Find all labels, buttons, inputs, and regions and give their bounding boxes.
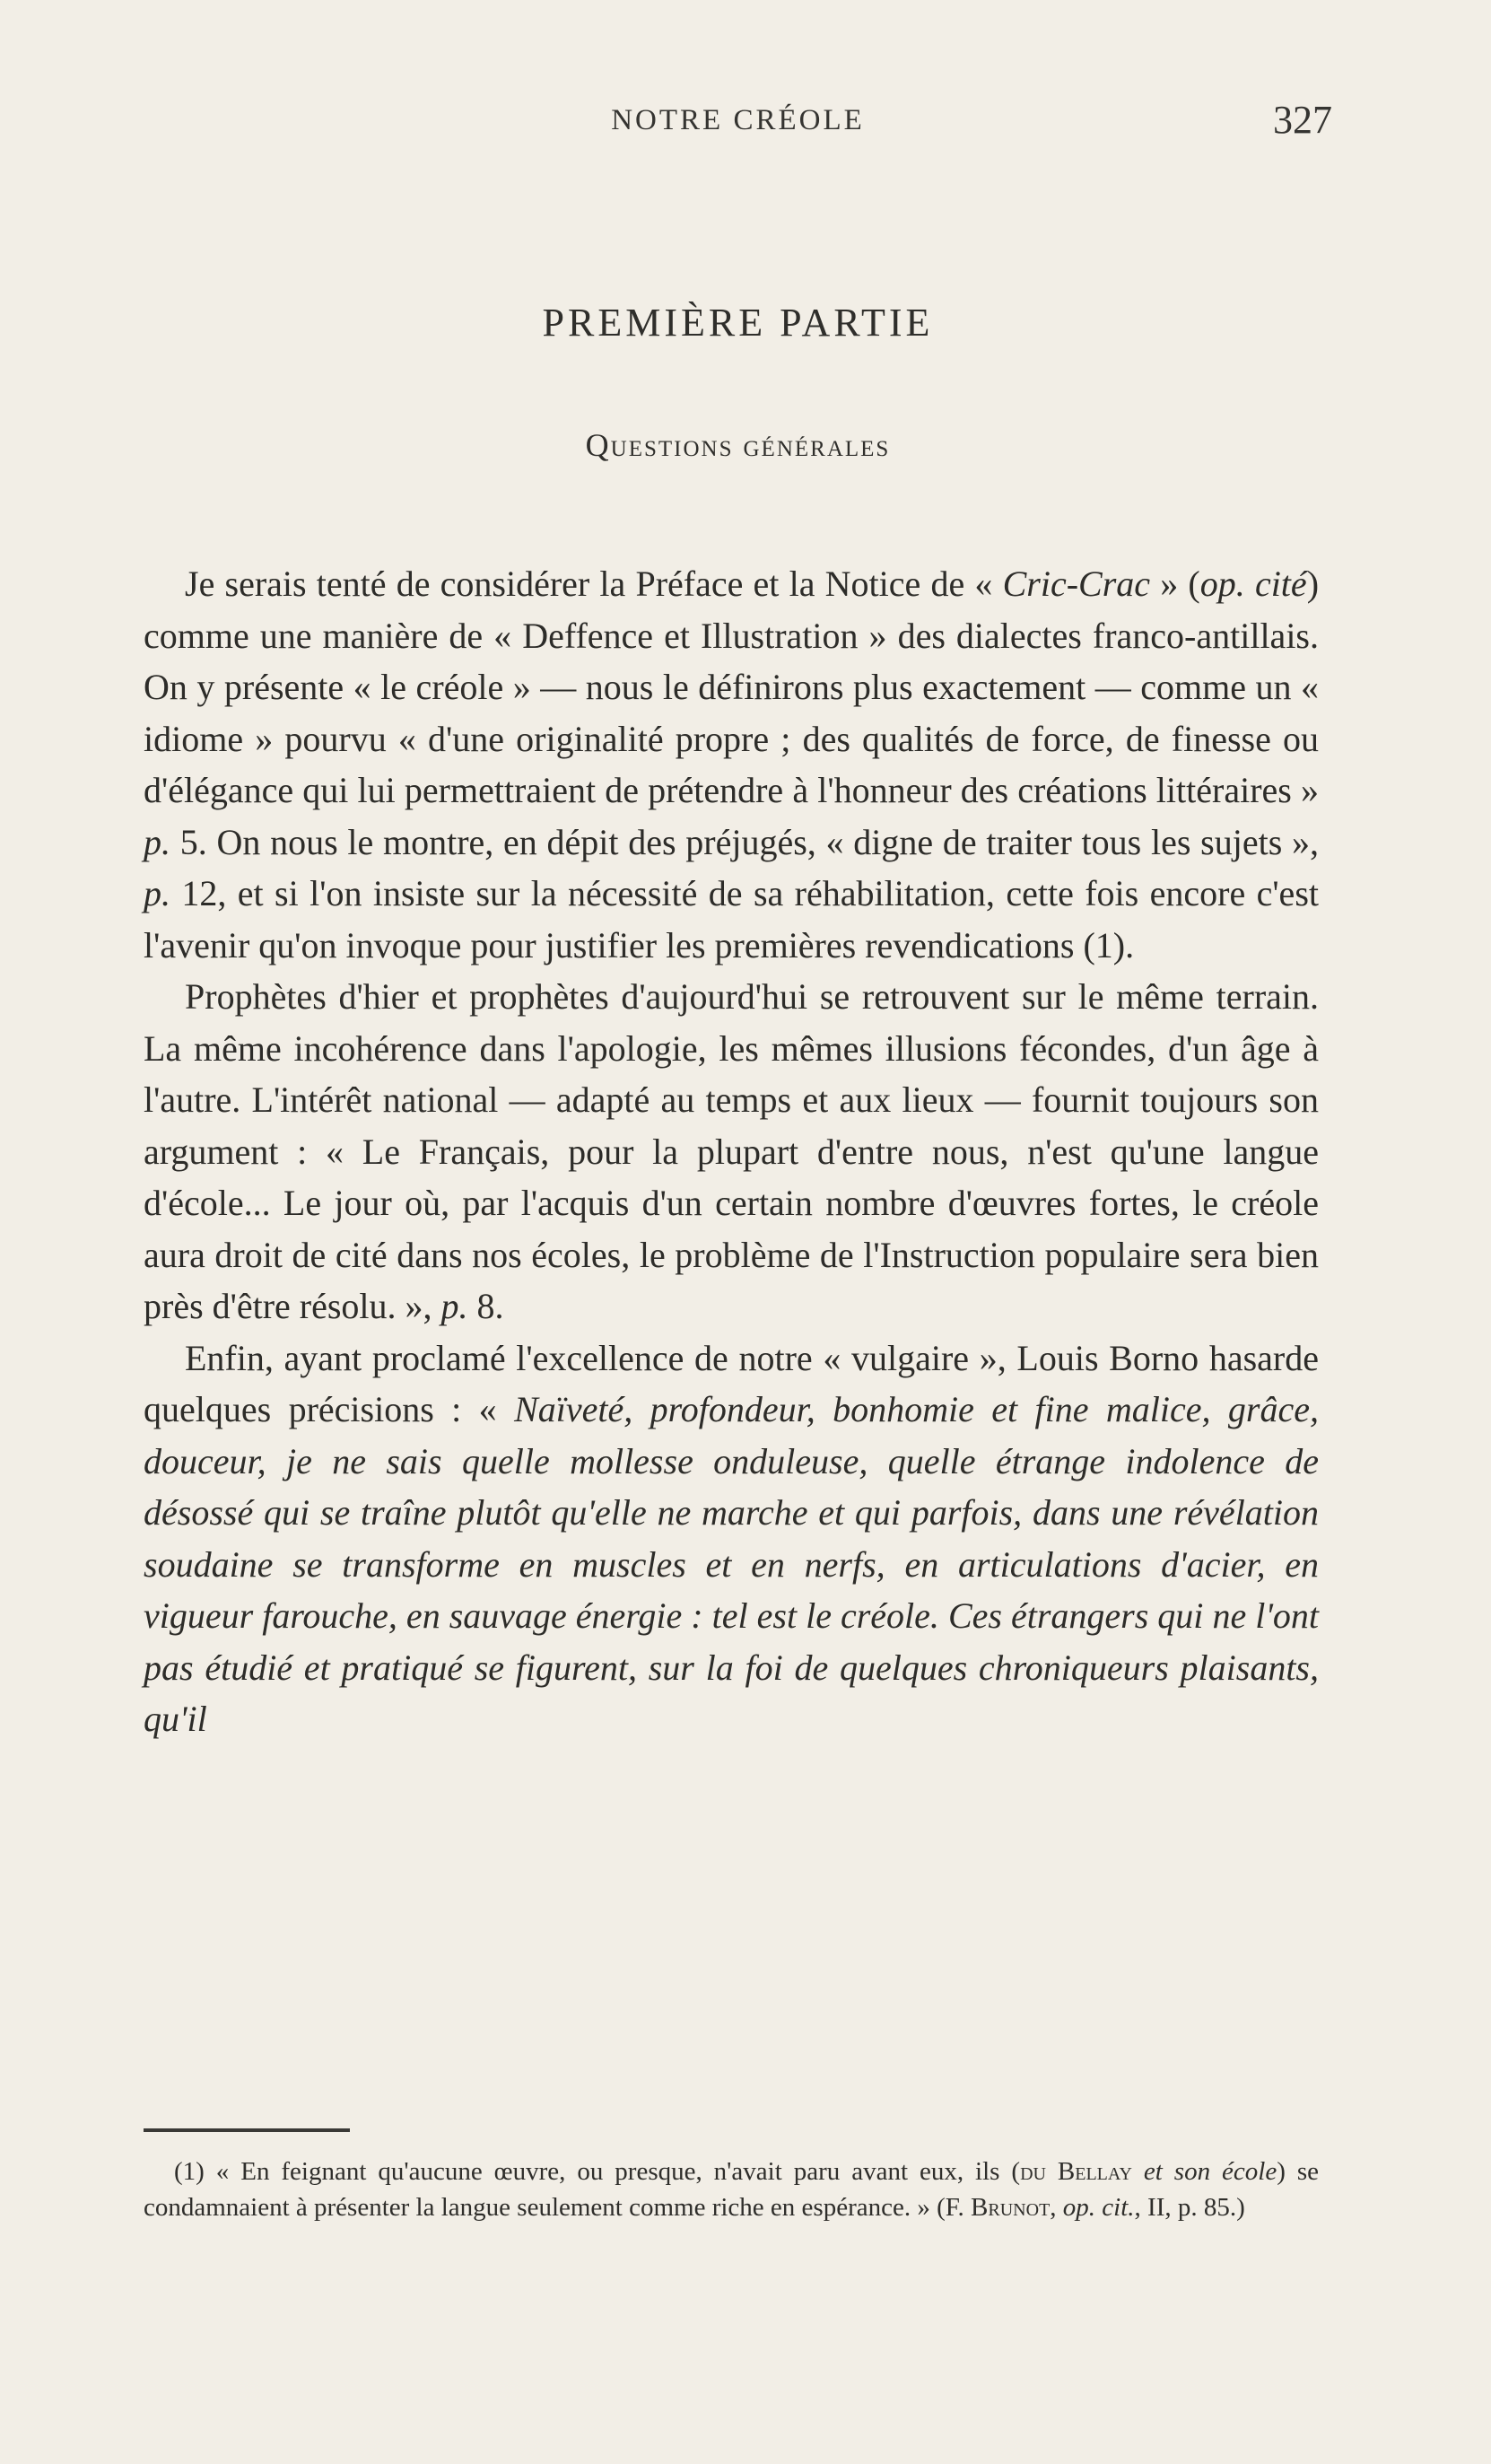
author-name: F. Brunot — [945, 2193, 1051, 2222]
body-text — [144, 558, 1319, 1745]
text-run: 12, et si l'on insiste sur la nécessité de sa réhabilitation, cette fois encore c'est l'avenir qu'on invoque pour justifier les premières revendications (1). — [144, 873, 1319, 966]
paragraph-1 — [144, 558, 1319, 971]
italic-run: et son école — [1143, 2157, 1277, 2186]
italic-run: p. — [144, 821, 170, 862]
text-run: 5. On nous le montre, en dépit des préjugés, « digne de traiter tous les sujets », — [170, 821, 1319, 862]
section-title: Questions générales — [585, 427, 891, 463]
page-number: 327 — [1273, 98, 1332, 142]
paragraph-2 — [144, 971, 1319, 1332]
running-head-title: NOTRE CRÉOLE — [611, 104, 865, 136]
text-run: , — [1050, 2193, 1063, 2222]
text-run: Je serais tenté de considérer la Préface et la Notice de « — [185, 564, 1003, 604]
text-run: , II, p. 85.) — [1134, 2193, 1245, 2222]
running-head — [144, 97, 1332, 151]
footnote-divider — [144, 2128, 350, 2132]
paragraph-3 — [144, 1332, 1319, 1745]
text-run — [1132, 2157, 1144, 2186]
part-title: PREMIÈRE PARTIE — [542, 301, 934, 345]
text-run: Enfin, ayant proclamé l'excellence de notre « vulgaire », Louis Borno hasarde quelques précisions : « — [144, 1337, 1319, 1429]
italic-run: p. — [144, 873, 170, 913]
text-run: 8. — [467, 1286, 504, 1326]
text-run: ) se condamnaient à présenter la langue seulement comme riche en espérance. » ( — [144, 2157, 1320, 2222]
italic-run: op. cité — [1199, 564, 1307, 604]
text-run: » ( — [1150, 564, 1200, 604]
italic-run: op. cit. — [1062, 2193, 1135, 2222]
text-run: (1) « En feignant qu'aucune œuvre, ou presque, n'avait paru avant eux, ils ( — [174, 2157, 1021, 2186]
italic-run: Naïveté, profondeur, bonhomie et fine malice, grâce, douceur, je ne sais quelle mollesse onduleuse, quelle étrange indolence de désossé qui se traîne plutôt qu'elle ne marche et qui parfois, dans une révélation soudaine se transforme en muscles et en nerfs, en articulations d'acier, en vigueur farouche, en sauvage énergie : tel est le créole. Ces étrangers qui ne l'ont pas étudié et pratiqué se figurent, sur la foi de quelques chroniqueurs plaisants, qu'il — [144, 1389, 1319, 1739]
text-run: ) comme une manière de « Deffence et Illustration » des dialectes franco-antillais. On y présente « le créole » — nous le définirons plus exactement — comme un « idiome » pourvu « d'une originalité propre ; des qualités de force, de finesse ou d'élégance qui lui permettraient de prétendre à l'honneur des créations littéraires » — [144, 564, 1320, 810]
footnote — [144, 2154, 1319, 2225]
italic-run: Cric-Crac — [1002, 564, 1151, 604]
author-name: du Bellay — [1020, 2157, 1132, 2186]
italic-run: p. — [440, 1286, 468, 1326]
text-run: Prophètes d'hier et prophètes d'aujourd'hui se retrouvent sur le même terrain. La même incohérence dans l'apologie, les mêmes illusions fécondes, d'un âge à l'autre. L'intérêt national — adapté au temps et aux lieux — fournit toujours son argument : « Le Français, pour la plupart d'entre nous, n'est qu'une langue d'école... Le jour où, par l'acquis d'un certain nombre d'œuvres fortes, le créole aura droit de cité dans nos écoles, le problème de l'Instruction populaire sera bien près d'être résolu. », — [144, 976, 1319, 1326]
